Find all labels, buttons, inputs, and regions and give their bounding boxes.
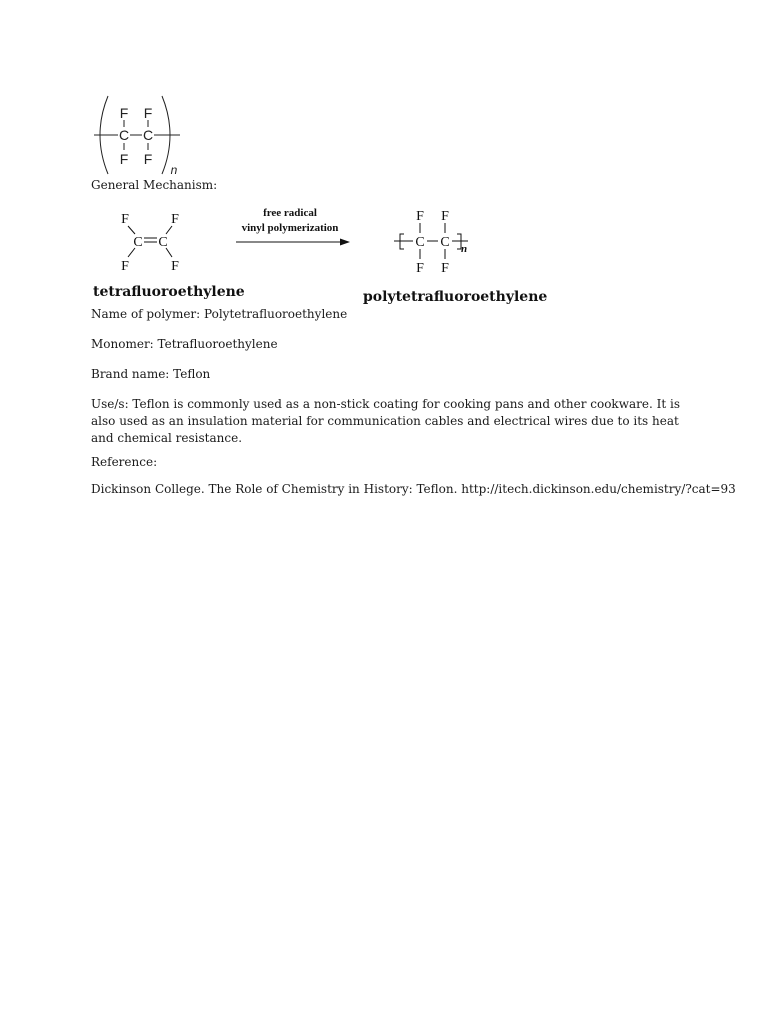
reactant-name: tetrafluoroethylene xyxy=(93,284,245,300)
atom-c-right: C xyxy=(142,127,154,143)
monomer-bond-tr xyxy=(166,226,172,234)
atom-f-bottom-right: F xyxy=(143,151,153,167)
monomer-f-bottom-right: F xyxy=(171,259,179,274)
product-c-right: C xyxy=(440,235,450,250)
mechanism-figure xyxy=(88,196,548,311)
monomer-bond-tl xyxy=(128,226,135,234)
atom-f-top-left: F xyxy=(119,105,129,121)
polymer-name-line: Name of polymer: Polytetrafluoroethylene xyxy=(91,307,348,321)
product-name: polytetrafluoroethylene xyxy=(363,289,548,305)
reference-heading: Reference: xyxy=(91,455,158,469)
monomer-bond-bl xyxy=(128,248,135,257)
product-f-bottom-left: F xyxy=(416,261,424,276)
arrow-condition-line2: vinyl polymerization xyxy=(241,222,339,234)
reference-citation: Dickinson College. The Role of Chemistry in History: Teflon. http://itech.dickinson.edu/chemistry/?cat=93 xyxy=(91,482,736,496)
monomer-c-left: C xyxy=(133,235,143,250)
product-c-left: C xyxy=(415,235,425,250)
monomer-f-top-left: F xyxy=(121,212,129,227)
product-subscript-n: n xyxy=(460,243,468,255)
reaction-arrow-head xyxy=(340,239,350,246)
atom-c-left: C xyxy=(118,127,130,143)
atom-f-bottom-left: F xyxy=(119,151,129,167)
product-f-bottom-right: F xyxy=(441,261,449,276)
subscript-n: n xyxy=(170,163,178,177)
general-mechanism-label: General Mechanism: xyxy=(91,178,218,192)
uses-paragraph: Use/s: Teflon is commonly used as a non-stick coating for cooking pans and other cookware. It is also used as an insulation material for communication cables and electrical wires due to its heat and chemical resistance. xyxy=(91,397,680,445)
monomer-f-bottom-left: F xyxy=(121,259,129,274)
product-f-top-left: F xyxy=(416,209,424,224)
arrow-condition-line1: free radical xyxy=(263,207,317,219)
monomer-line: Monomer: Tetrafluoroethylene xyxy=(91,337,278,351)
atom-f-top-right: F xyxy=(143,105,153,121)
product-f-top-right: F xyxy=(441,209,449,224)
brand-name-line: Brand name: Teflon xyxy=(91,367,211,381)
monomer-bond-br xyxy=(166,248,172,257)
monomer-f-top-right: F xyxy=(171,212,179,227)
ptfe-structure-figure xyxy=(88,92,188,182)
monomer-c-right: C xyxy=(158,235,168,250)
